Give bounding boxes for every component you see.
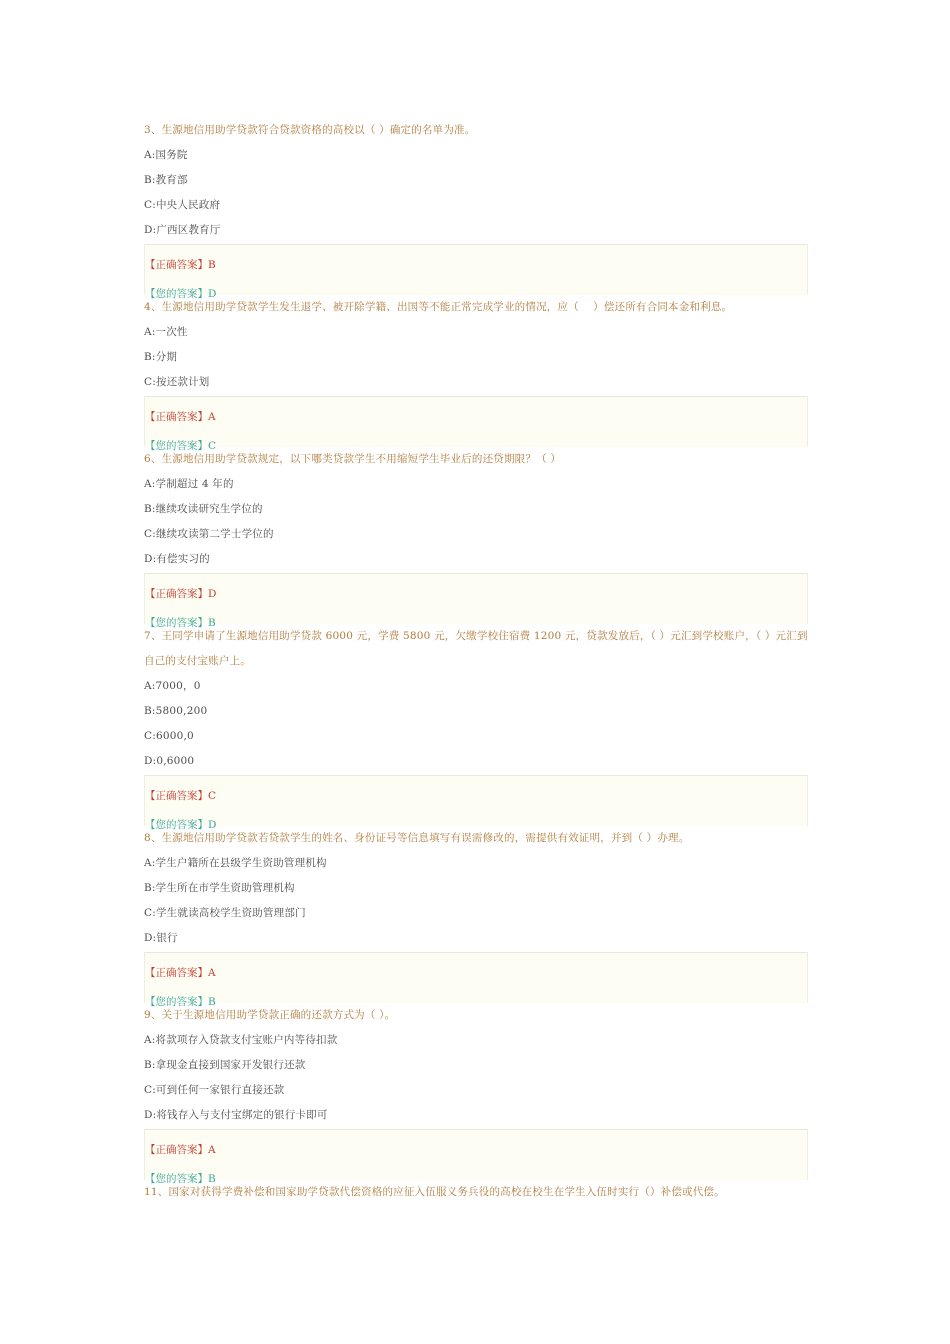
answer-box xyxy=(144,396,808,452)
option-c: C:6000,0 xyxy=(144,730,194,742)
option-b: B:继续攻读研究生学位的 xyxy=(144,503,263,515)
option-d: D:0,6000 xyxy=(144,755,195,767)
question-stem: 4、生源地信用助学贷款学生发生退学、被开除学籍、出国等不能正常完成学业的情况，应（ ）偿还所有合同本金和利息。 xyxy=(144,301,733,313)
option-d: D:银行 xyxy=(144,932,178,944)
your-answer: 【您的答案】C xyxy=(145,440,217,452)
option-a: A:国务院 xyxy=(144,149,188,161)
correct-answer: 【正确答案】A xyxy=(145,411,216,423)
option-c: C:学生就读高校学生资助管理部门 xyxy=(144,907,306,919)
option-c: C:继续攻读第二学士学位的 xyxy=(144,528,274,540)
question-block xyxy=(144,1180,808,1205)
your-answer: 【您的答案】D xyxy=(145,819,217,831)
question-block xyxy=(144,826,808,1008)
option-c: C:中央人民政府 xyxy=(144,199,221,211)
question-block xyxy=(144,295,808,452)
option-a: A:学制超过 4 年的 xyxy=(144,478,234,490)
answer-box xyxy=(144,244,808,300)
correct-answer: 【正确答案】A xyxy=(145,1144,216,1156)
option-a: A:学生户籍所在县级学生资助管理机构 xyxy=(144,857,327,869)
question-block xyxy=(144,624,808,831)
option-a: A:一次性 xyxy=(144,326,188,338)
option-b: B:分期 xyxy=(144,351,178,363)
your-answer: 【您的答案】B xyxy=(145,617,216,629)
option-a: A:将款项存入贷款支付宝账户内等待扣款 xyxy=(144,1034,338,1046)
your-answer: 【您的答案】D xyxy=(145,288,217,300)
your-answer: 【您的答案】B xyxy=(145,996,216,1008)
your-answer: 【您的答案】B xyxy=(145,1173,216,1185)
option-d: D:有偿实习的 xyxy=(144,553,210,565)
question-block xyxy=(144,447,808,629)
answer-box xyxy=(144,573,808,629)
option-b: B:教育部 xyxy=(144,174,188,186)
option-b: B:拿现金直接到国家开发银行还款 xyxy=(144,1059,306,1071)
answer-box xyxy=(144,952,808,1008)
question-stem: 9、关于生源地信用助学贷款正确的还款方式为（ ）。 xyxy=(144,1009,396,1021)
question-stem: 11、国家对获得学费补偿和国家助学贷款代偿资格的应征入伍服义务兵役的高校在校生在学生入伍时实行（）补偿或代偿。 xyxy=(144,1186,725,1198)
option-d: D:将钱存入与支付宝绑定的银行卡即可 xyxy=(144,1109,328,1121)
correct-answer: 【正确答案】A xyxy=(145,967,216,979)
correct-answer: 【正确答案】B xyxy=(145,259,216,271)
option-b: B:5800,200 xyxy=(144,705,208,717)
correct-answer: 【正确答案】C xyxy=(145,790,217,802)
answer-box xyxy=(144,775,808,831)
option-a: A:7000，0 xyxy=(144,680,201,692)
question-block xyxy=(144,1003,808,1185)
question-stem: 8、生源地信用助学贷款若贷款学生的姓名、身份证号等信息填写有误需修改的，需提供有效证明，并到（ ）办理。 xyxy=(144,832,690,844)
option-d: D:广西区教育厅 xyxy=(144,224,221,236)
question-stem: 6、生源地信用助学贷款规定，以下哪类贷款学生不用缩短学生毕业后的还贷期限？（ ） xyxy=(144,453,562,465)
option-c: C:可到任何一家银行直接还款 xyxy=(144,1084,285,1096)
answer-box xyxy=(144,1129,808,1185)
option-b: B:学生所在市学生资助管理机构 xyxy=(144,882,295,894)
question-block xyxy=(144,118,808,300)
question-stem: 3、生源地信用助学贷款符合贷款资格的高校以（ ）确定的名单为准。 xyxy=(144,124,476,136)
question-stem: 7、王同学申请了生源地信用助学贷款 6000 元，学费 5800 元，欠缴学校住宿费 1200 元，贷款发放后，（ ）元汇到学校账户，（ ）元汇到自己的支付宝账户上。 xyxy=(144,630,808,667)
quiz-document xyxy=(144,118,808,1205)
correct-answer: 【正确答案】D xyxy=(145,588,217,600)
option-c: C:按还款计划 xyxy=(144,376,210,388)
